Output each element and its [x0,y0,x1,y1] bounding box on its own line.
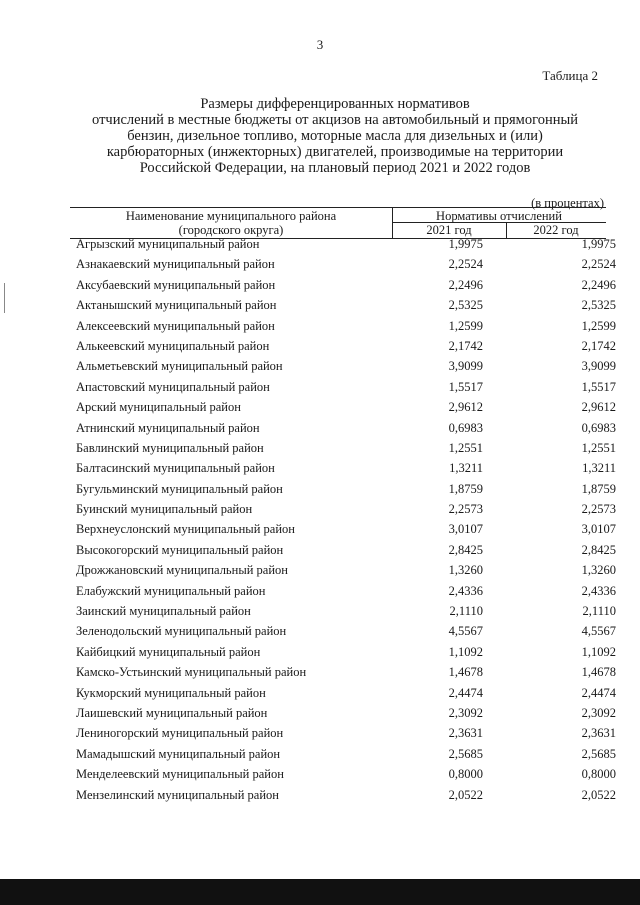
value-2022: 1,9975 [581,237,616,251]
page-number: 3 [316,37,324,52]
table-row [76,319,616,339]
district-name: Буинский муниципальный район [76,502,253,517]
value-2022: 3,9099 [581,359,616,374]
title-line: карбюраторных (инжекторных) двигателей, производимые на территории [106,144,564,160]
district-name: Атнинский муниципальный район [76,420,260,435]
table-row [76,380,616,400]
value-2021: 4,5567 [448,624,483,639]
table-row [76,686,616,706]
table-body [76,237,616,808]
header-year-2021: 2021 год [426,223,472,237]
value-2022: 2,0522 [581,787,616,802]
district-name: Дрожжановский муниципальный район [76,563,288,578]
header-group: Нормативы отчислений [436,209,562,223]
value-2021: 2,2496 [448,277,483,292]
value-2021: 1,2551 [448,440,483,455]
value-2022: 4,5567 [581,624,616,639]
scan-bottom-bar [0,879,640,905]
document-title [60,96,610,176]
value-2022: 1,2599 [581,318,616,333]
table-row [76,563,616,583]
value-2022: 2,2573 [581,502,616,517]
value-2022: 2,2524 [581,257,616,272]
value-2022: 2,5325 [581,298,616,313]
table-row [76,543,616,563]
header-name-line1: Наименование муниципального района [125,209,337,223]
table-row [76,502,616,522]
title-line: Размеры дифференцированных нормативов [200,96,470,112]
value-2022: 1,8759 [581,481,616,496]
value-2022: 2,4474 [581,685,616,700]
value-2021: 2,3631 [448,726,483,741]
header-name-line2: (городского округа) [178,223,284,237]
district-name: Агрызский муниципальный район [76,237,260,251]
district-name: Мамадышский муниципальный район [76,746,281,761]
district-name: Алексеевский муниципальный район [76,318,275,333]
district-name: Апастовский муниципальный район [76,379,270,394]
header-year-2022: 2022 год [533,223,579,237]
district-name: Зеленодольский муниципальный район [76,624,287,639]
value-2021: 2,5325 [448,298,483,313]
table-row [76,747,616,767]
value-2022: 2,3092 [581,705,616,720]
district-name: Лаишевский муниципальный район [76,705,268,720]
table-row [76,645,616,665]
district-name: Арский муниципальный район [76,400,241,415]
district-name: Бавлинский муниципальный район [76,440,264,455]
table-row [76,461,616,481]
value-2021: 2,1110 [449,604,483,619]
district-name: Высокогорский муниципальный район [76,542,284,557]
district-name: Менделеевский муниципальный район [76,767,284,782]
value-2021: 2,9612 [448,400,483,415]
value-2022: 0,8000 [581,767,616,782]
title-line: Российской Федерации, на плановый период 2021 и 2022 годов [139,160,531,176]
value-2021: 1,4678 [448,665,483,680]
value-2022: 2,9612 [581,400,616,415]
value-2022: 3,0107 [581,522,616,537]
table-row [76,441,616,461]
table-row [76,788,616,808]
district-name: Азнакаевский муниципальный район [76,257,275,272]
value-2022: 1,2551 [581,440,616,455]
value-2021: 2,1742 [448,338,483,353]
value-2021: 2,4336 [448,583,483,598]
district-name: Лениногорский муниципальный район [76,726,284,741]
value-2022: 1,5517 [581,379,616,394]
unit-note: (в процентах) [531,196,604,210]
table-row [76,339,616,359]
value-2021: 1,1092 [448,644,483,659]
value-2021: 1,3211 [449,461,483,476]
value-2021: 1,9975 [448,237,483,251]
value-2021: 2,4474 [448,685,483,700]
table-row [76,257,616,277]
value-2022: 0,6983 [581,420,616,435]
district-name: Бугульминский муниципальный район [76,481,283,496]
value-2021: 1,5517 [448,379,483,394]
table-row [76,665,616,685]
value-2022: 1,1092 [581,644,616,659]
district-name: Елабужский муниципальный район [76,583,266,598]
district-name: Балтасинский муниципальный район [76,461,275,476]
table-row [76,421,616,441]
value-2022: 2,5685 [581,746,616,761]
district-name: Верхнеуслонский муниципальный район [76,522,295,537]
value-2022: 1,3211 [582,461,616,476]
value-2022: 1,4678 [581,665,616,680]
district-name: Кукморский муниципальный район [76,685,266,700]
table-row [76,584,616,604]
value-2021: 2,2573 [448,502,483,517]
value-2022: 1,3260 [581,563,616,578]
title-line: отчислений в местные бюджеты от акцизов на автомобильный и прямогонный [92,112,578,128]
district-name: Мензелинский муниципальный район [76,787,279,802]
district-name: Альметьевский муниципальный район [76,359,283,374]
scan-edge-mark [4,283,5,313]
district-name: Камско-Устьинский муниципальный район [76,665,307,680]
table-row [76,298,616,318]
table-row [76,400,616,420]
table-label: Таблица 2 [542,68,598,83]
district-name: Кайбицкий муниципальный район [76,644,261,659]
table-row [76,604,616,624]
table-row [76,237,616,257]
table-row [76,624,616,644]
value-2022: 2,3631 [581,726,616,741]
value-2021: 2,0522 [448,787,483,802]
value-2021: 1,8759 [448,481,483,496]
table-row [76,482,616,502]
value-2022: 2,1742 [581,338,616,353]
value-2021: 2,5685 [448,746,483,761]
table-row [76,522,616,542]
value-2021: 0,8000 [448,767,483,782]
title-line: бензин, дизельное топливо, моторные масла для дизельных и (или) [127,128,543,144]
table-header [70,207,606,239]
value-2021: 1,3260 [448,563,483,578]
table-row [76,359,616,379]
table-row [76,706,616,726]
table-row [76,726,616,746]
value-2021: 0,6983 [448,420,483,435]
district-name: Алькеевский муниципальный район [76,338,270,353]
value-2022: 2,4336 [581,583,616,598]
value-2021: 3,9099 [448,359,483,374]
value-2021: 1,2599 [448,318,483,333]
value-2022: 2,1110 [582,604,616,619]
district-name: Аксубаевский муниципальный район [76,277,276,292]
table-row [76,767,616,787]
value-2021: 2,3092 [448,705,483,720]
table-row [76,278,616,298]
value-2021: 3,0107 [448,522,483,537]
district-name: Заинский муниципальный район [76,604,251,619]
value-2022: 2,8425 [581,542,616,557]
value-2021: 2,8425 [448,542,483,557]
value-2021: 2,2524 [448,257,483,272]
value-2022: 2,2496 [581,277,616,292]
district-name: Актанышский муниципальный район [76,298,277,313]
